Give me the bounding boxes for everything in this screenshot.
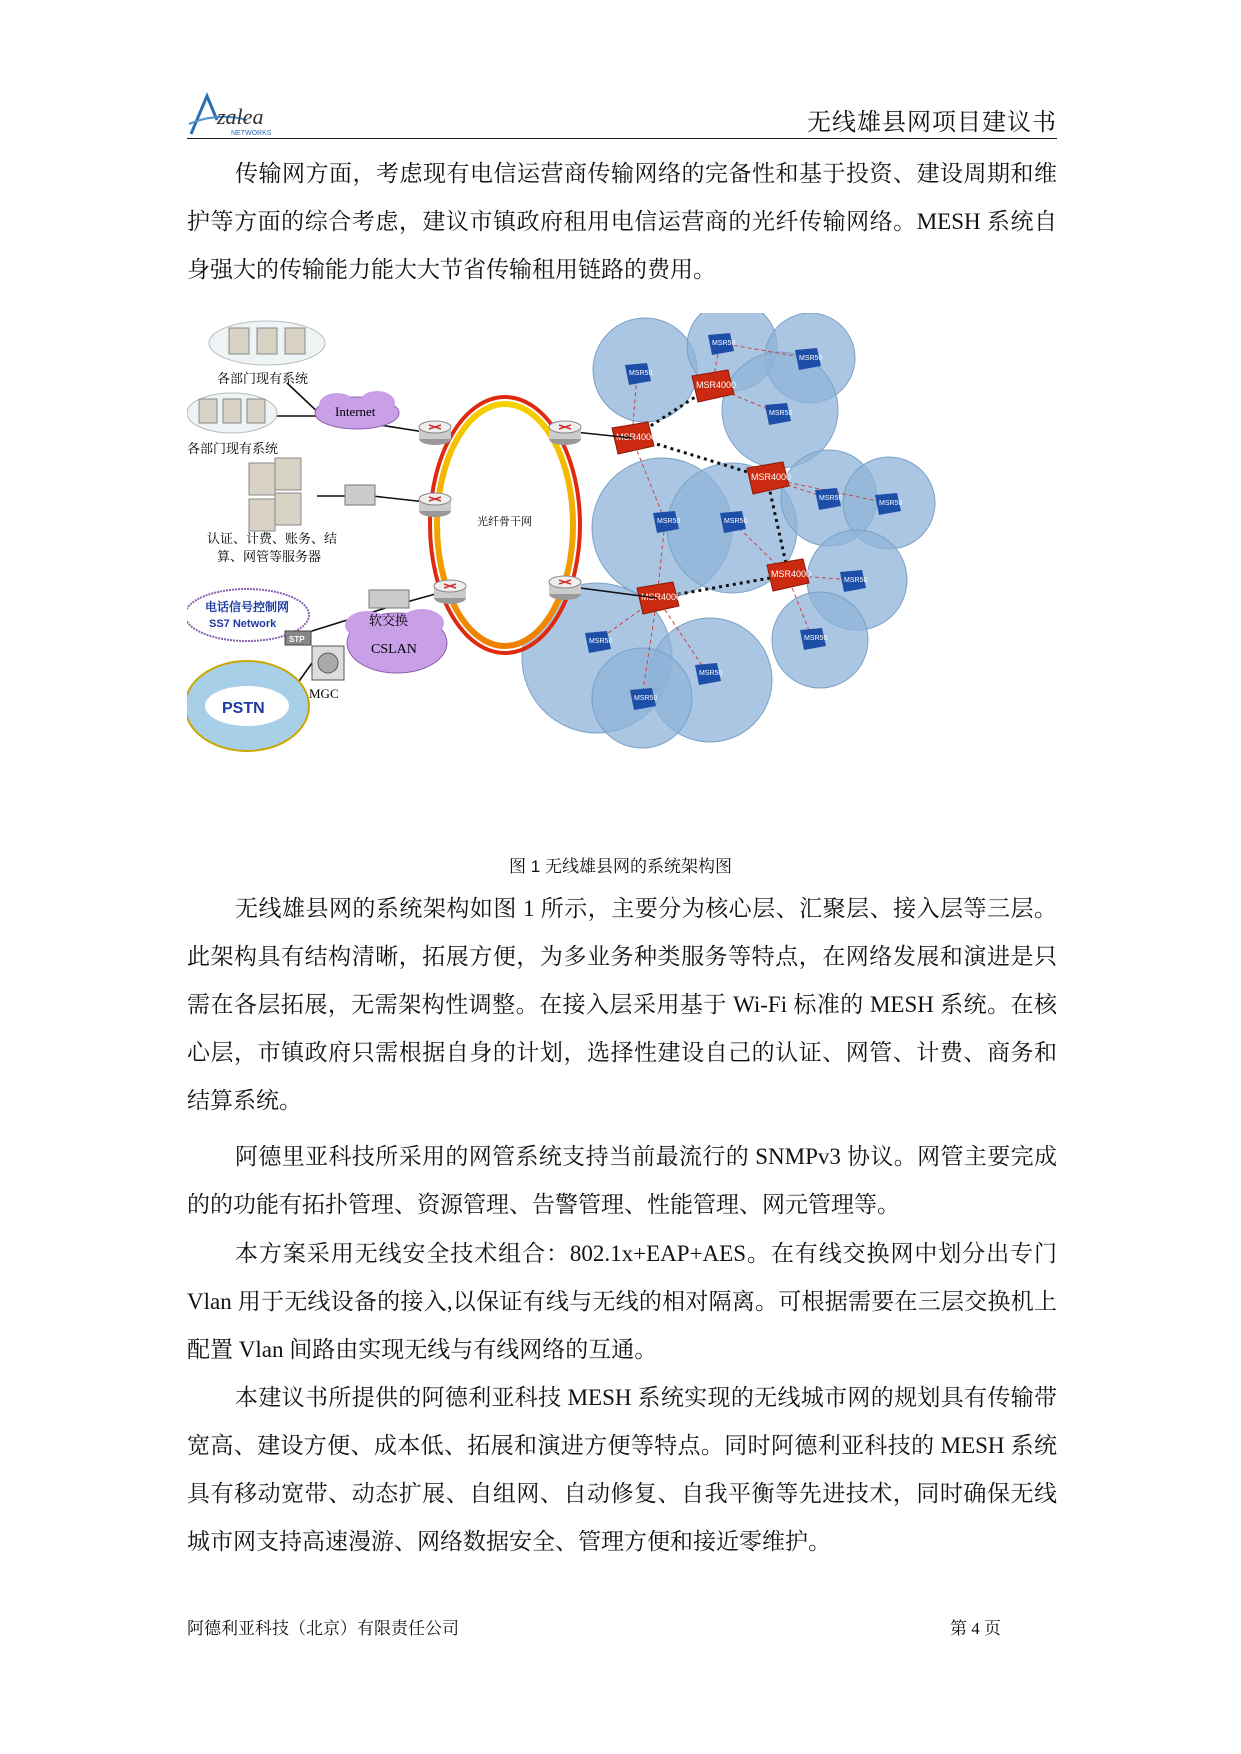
paragraph-network-management: 阿德里亚科技所采用的网管系统支持当前最流行的 SNMPv3 协议。网管主要完成的的功能有拓扑管理、资源管理、告警管理、性能管理、网元管理等。 [187, 1144, 1057, 1217]
svg-text:MGC: MGC [309, 686, 339, 701]
svg-text:MSR50: MSR50 [634, 695, 658, 702]
svg-text:MSR50: MSR50 [879, 500, 903, 507]
document-title: 无线雄县网项目建议书 [807, 110, 1057, 136]
figure-caption: 图 1 无线雄县网的系统架构图 [509, 857, 732, 876]
stp-device [285, 631, 311, 645]
svg-text:NETWORKS: NETWORKS [231, 130, 272, 137]
page-header [187, 90, 1057, 140]
footer-company: 阿德利亚科技（北京）有限责任公司 [187, 1619, 459, 1638]
svg-text:MSR50: MSR50 [712, 340, 736, 347]
paragraph-transport: 传输网方面，考虑现有电信运营商传输网络的完备性和基于投资、建设周期和维护等方面的综合考虑，建议市镇政府租用电信运营商的光纤传输网络。MESH 系统自身强大的传输能力能大大节省传输租用链路的费用。 [187, 161, 1057, 282]
svg-text:各部门现有系统: 各部门现有系统 [217, 371, 309, 386]
azalea-logo [187, 90, 307, 138]
svg-text:MSR50: MSR50 [724, 518, 748, 525]
auth-servers [207, 458, 375, 564]
svg-text:MSR4000: MSR4000 [771, 569, 812, 579]
paragraph-summary: 本建议书所提供的阿德利亚科技 MESH 系统实现的无线城市网的规划具有传输带宽高、建设方便、成本低、拓展和演进方便等特点。同时阿德利亚科技的 MESH 系统具有移动宽带、动态扩展、自组网、自动修复、自我平衡等先进技术，同时确保无线城市网支持高速漫游、网络数据安全、管理方便和接近零维护。 [187, 1385, 1057, 1554]
svg-text:PSTN: PSTN [222, 700, 265, 717]
svg-text:各部门现有系统: 各部门现有系统 [187, 441, 279, 456]
svg-text:算、网管等服务器: 算、网管等服务器 [217, 549, 322, 564]
svg-text:MSR4000: MSR4000 [641, 592, 682, 602]
svg-text:MSR50: MSR50 [804, 635, 828, 642]
svg-text:zalea: zalea [217, 104, 264, 129]
svg-text:SS7 Network: SS7 Network [209, 618, 277, 630]
svg-text:MSR50: MSR50 [799, 355, 823, 362]
svg-text:MSR4000: MSR4000 [696, 380, 737, 390]
dept-servers-1 [209, 321, 325, 386]
svg-text:电话信号控制网: 电话信号控制网 [205, 600, 290, 614]
system-architecture-diagram [187, 313, 1057, 853]
svg-text:MSR4000: MSR4000 [616, 432, 657, 442]
header-divider [187, 138, 1057, 139]
paragraph-security: 本方案采用无线安全技术组合：802.1x+EAP+AES。在有线交换网中划分出专门 Vlan 用于无线设备的接入,以保证有线与无线的相对隔离。可根据需要在三层交换机上配置 Vlan 间路由实现无线与有线网络的互通。 [187, 1241, 1057, 1362]
internet-cloud [315, 391, 399, 429]
svg-text:MSR50: MSR50 [699, 670, 723, 677]
cslan-cloud [345, 590, 447, 673]
svg-text:认证、计费、账务、结: 认证、计费、账务、结 [207, 531, 338, 546]
svg-text:MSR4000: MSR4000 [751, 472, 792, 482]
mgc-device [309, 646, 344, 701]
svg-text:MSR50: MSR50 [769, 410, 793, 417]
svg-text:软交换: 软交换 [369, 613, 409, 628]
svg-text:CSLAN: CSLAN [371, 642, 417, 657]
svg-text:MSR50: MSR50 [844, 577, 868, 584]
page-number: 第 4 页 [950, 1619, 1001, 1638]
svg-text:MSR50: MSR50 [657, 518, 681, 525]
svg-text:Internet: Internet [335, 404, 376, 419]
svg-text:MSR50: MSR50 [819, 495, 843, 502]
dept-servers-2 [187, 393, 278, 456]
paragraph-architecture: 无线雄县网的系统架构如图 1 所示，主要分为核心层、汇聚层、接入层等三层。此架构具有结构清晰，拓展方便，为多业务种类服务等特点，在网络发展和演进是只需在各层拓展，无需架构性调整。在接入层采用基于 Wi-Fi 标准的 MESH 系统。在核心层，市镇政府只需根据自身的计划，选择性建设自己的认证、网管、计费、商务和结算系统。 [187, 896, 1057, 1113]
svg-text:MSR50: MSR50 [589, 638, 613, 645]
svg-text:STP: STP [289, 635, 305, 644]
svg-text:MSR50: MSR50 [629, 370, 653, 377]
pstn-globe [187, 661, 309, 751]
ring-label: 光纤骨干网 [477, 516, 532, 528]
